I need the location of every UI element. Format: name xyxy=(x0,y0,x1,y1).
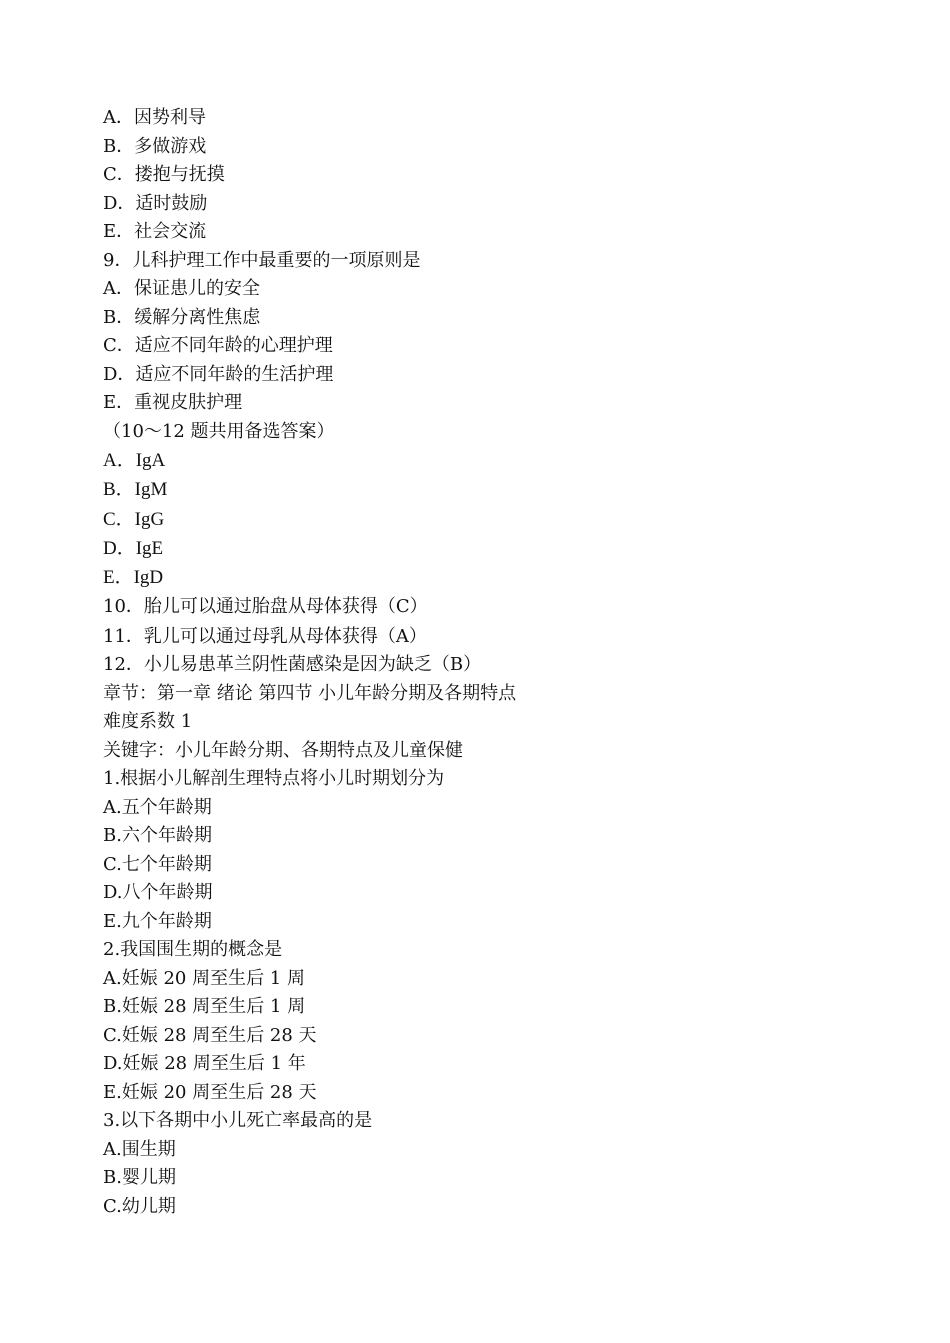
chapter-line: 章节：第一章 绪论 第四节 小儿年龄分期及各期特点 xyxy=(103,682,517,704)
question-line: 12．小儿易患革兰阴性菌感染是因为缺乏（B） xyxy=(103,654,482,676)
shared-answer-note: （10～12 题共用备选答案） xyxy=(103,420,335,442)
option-line: A.妊娠 20 周至生后 1 周 xyxy=(103,967,305,989)
option-line: C.七个年龄期 xyxy=(103,853,212,875)
option-line: D.妊娠 28 周至生后 1 年 xyxy=(103,1053,306,1075)
option-line: C.幼儿期 xyxy=(103,1195,176,1217)
option-line: A.五个年龄期 xyxy=(103,796,212,818)
option-line: C.妊娠 28 周至生后 28 天 xyxy=(103,1024,317,1046)
option-line: D.八个年龄期 xyxy=(103,882,213,904)
question-line: 2.我国围生期的概念是 xyxy=(103,939,283,961)
question-line: 11．乳儿可以通过母乳从母体获得（A） xyxy=(103,625,427,647)
option-line: D．适时鼓励 xyxy=(103,192,208,214)
question-line: 9．儿科护理工作中最重要的一项原则是 xyxy=(103,249,421,271)
option-line: E．重视皮肤护理 xyxy=(103,392,243,413)
document-body xyxy=(103,104,883,1221)
option-line: B．多做游戏 xyxy=(103,135,207,157)
option-line: E.妊娠 20 周至生后 28 天 xyxy=(103,1081,317,1103)
option-line: B．缓解分离性焦虑 xyxy=(103,306,261,328)
question-line: 10．胎儿可以通过胎盘从母体获得（C） xyxy=(103,596,428,618)
option-line: C．适应不同年龄的心理护理 xyxy=(103,335,333,356)
difficulty-line: 难度系数 1 xyxy=(103,711,193,733)
option-line: D．适应不同年龄的生活护理 xyxy=(103,363,334,385)
question-line: 1.根据小儿解剖生理特点将小儿时期划分为 xyxy=(103,768,445,790)
option-line: A.围生期 xyxy=(103,1138,176,1160)
option-line: A．因势利导 xyxy=(103,107,206,128)
option-line: E．社会交流 xyxy=(103,221,207,242)
option-line: A．保证患儿的安全 xyxy=(103,278,260,299)
option-line: B.妊娠 28 周至生后 1 周 xyxy=(103,996,306,1018)
option-line: A．IgA xyxy=(103,450,166,471)
option-line: E.九个年龄期 xyxy=(103,910,212,932)
option-line: C．IgG xyxy=(103,508,165,530)
option-line: B．IgM xyxy=(103,479,168,501)
option-line: B.婴儿期 xyxy=(103,1167,176,1189)
keywords-line: 关键字：小儿年龄分期、各期特点及儿童保健 xyxy=(103,739,463,761)
option-line: E．IgD xyxy=(103,567,164,589)
option-line: C．搂抱与抚摸 xyxy=(103,164,225,185)
option-line: D．IgE xyxy=(103,537,164,559)
option-line: B.六个年龄期 xyxy=(103,825,212,847)
question-line: 3.以下各期中小儿死亡率最高的是 xyxy=(103,1110,373,1132)
